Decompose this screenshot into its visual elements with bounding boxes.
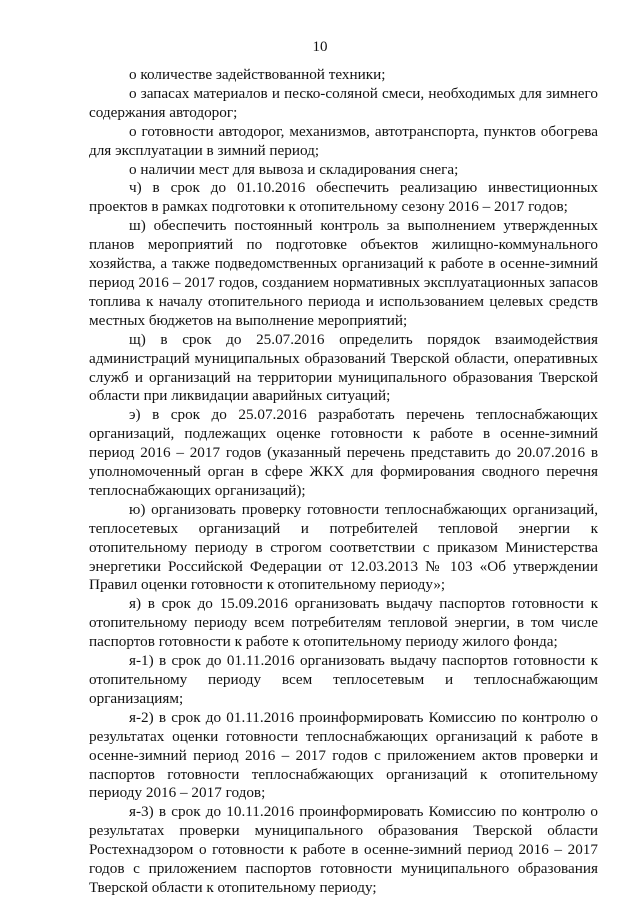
paragraph: ю) организовать проверку готовности теплоснабжающих организаций, теплосетевых организаций и потребителей тепловой энергии к отопительному периоду в строгом соответствии с приказом Министерства энергетики Российской Федерации от 12.03.2013 № 103 «Об утверждении Правил оценки готовности к отопительному периоду»; bbox=[89, 500, 598, 594]
paragraph: я-1) в срок до 01.11.2016 организовать выдачу паспортов готовности к отопительному периоду всем теплосетевым и теплоснабжающим организациям; bbox=[89, 652, 598, 707]
paragraph: я) в срок до 15.09.2016 организовать выдачу паспортов готовности к отопительному периоду всем потребителям тепловой энергии, в том числе паспортов готовности к работе к отопительному периоду жилого фонда; bbox=[89, 595, 598, 651]
paragraph: э) в срок до 25.07.2016 разработать перечень теплоснабжающих организаций, подлежащих оценке готовности к работе в осенне-зимний период 2016 – 2017 годов (указанный перечень представить до 20.07.2016 в уполномоченный орган в сфере ЖКХ для формирования сводного перечня теплоснабжающих организаций); bbox=[89, 406, 598, 499]
paragraph: я-3) в срок до 10.11.2016 проинформировать Комиссию по контролю о результатах проверки муниципального образования Тверской области Ростехнадзором о готовности к работе в осенне-зимний период 2016 – 2017 годов с приложением паспортов готовности муниципального образования Тверской области к отопительному периоду; bbox=[89, 803, 598, 896]
paragraph: щ) в срок до 25.07.2016 определить порядок взаимодействия администраций муниципальных образований Тверской области, оперативных служб и организаций на территории муниципального образования Тверской области при ликвидации аварийных ситуаций; bbox=[89, 330, 598, 405]
page-number: 10 bbox=[312, 39, 328, 55]
paragraph: о готовности автодорог, механизмов, автотранспорта, пунктов обогрева для эксплуатации в зимний период; bbox=[89, 122, 598, 159]
document-body bbox=[89, 66, 598, 898]
paragraph: о количестве задействованной техники; bbox=[129, 66, 386, 83]
paragraph: о наличии мест для вывоза и складирования снега; bbox=[129, 160, 459, 178]
paragraph: ш) обеспечить постоянный контроль за выполнением утвержденных планов мероприятий по подготовке объектов жилищно-коммунального хозяйства, а также подведомственных организаций к работе в осенне-зимний период 2016 – 2017 годов, созданием нормативных эксплуатационных запасов топлива к началу отопительного периода и использованием целевых средств местных бюджетов на выполнение мероприятий; bbox=[89, 217, 598, 329]
paragraph: о запасах материалов и песко-соляной смеси, необходимых для зимнего содержания автодорог; bbox=[89, 84, 598, 121]
paragraph: я-2) в срок до 01.11.2016 проинформировать Комиссию по контролю о результатах оценки готовности теплоснабжающих организаций к работе в осенне-зимний период 2016 – 2017 годов с приложением актов проверки и паспортов готовности теплоснабжающих организаций к отопительному периоду 2016 – 2017 годов; bbox=[89, 708, 598, 802]
paragraph: ч) в срок до 01.10.2016 обеспечить реализацию инвестиционных проектов в рамках подготовки к отопительному сезону 2016 – 2017 годов; bbox=[89, 179, 598, 216]
